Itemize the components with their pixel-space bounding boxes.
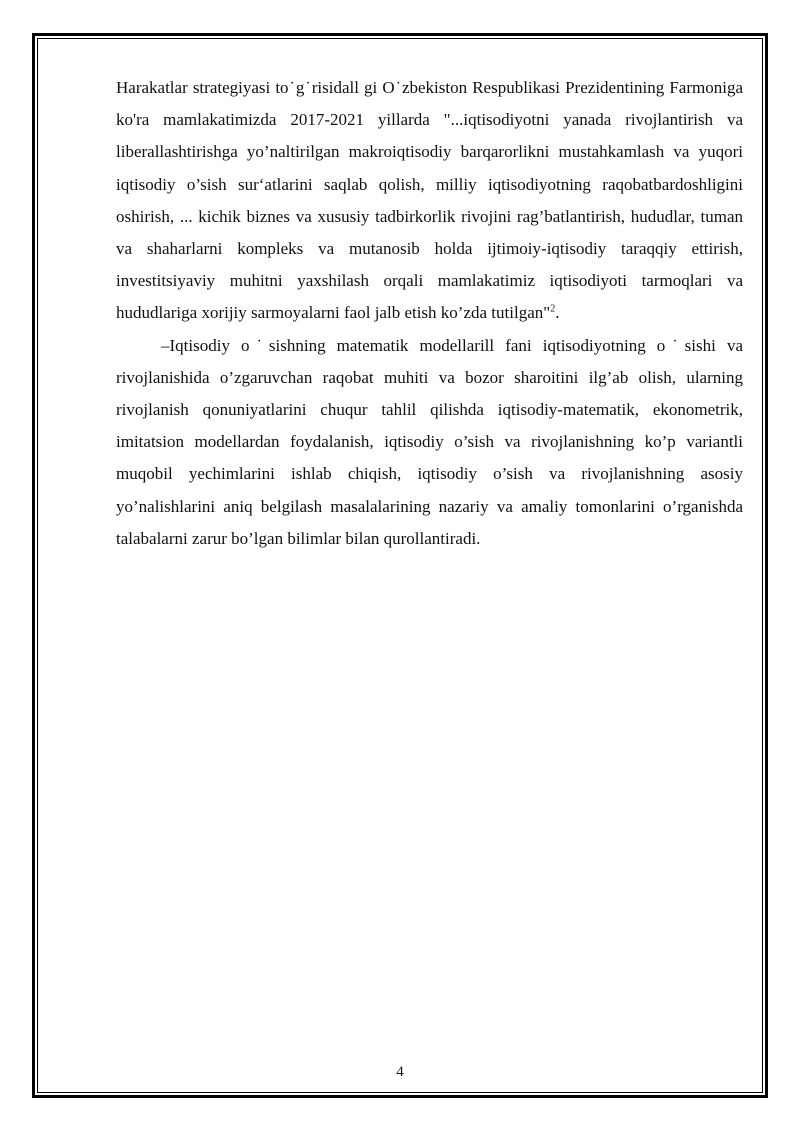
paragraph-strategy-text: Harakatlar strategiyasi to˙g˙risidall gi O˙zbekiston Respublikasi Prezidentining Farmoniga ko'ra mamlakatimizda 2017-2021 yillarda "...iqtisodiyotni yanada rivojlantirish va liberallashtirishga yo’naltirilgan makroiqtisodiy barqarorlikni mustahkamlash va yuqori iqtisodiy o’sish sur‘atlarini saqlab qolish, milliy iqtisodiyotning raqobatbardoshligini oshirish, ... kichik biznes va xususiy tadbirkorlik rivojini rag’batlantirish, hududlar, tuman va shaharlarni kompleks va mutanosib holda ijtimoiy-iqtisodiy taraqqiy ettirish, investitsiyaviy muhitni yaxshilash orqali mamlakatimiz iqtisodiyoti tarmoqlari va hududlariga xorijiy sarmoyalarni faol jalb etish ko’zda tutilgan" [116, 78, 743, 323]
paragraph-strategy-tail: . [555, 303, 560, 323]
body-text [116, 72, 743, 555]
footnote-reference[interactable]: 2 [550, 303, 556, 315]
paragraph-course-description: –Iqtisodiy o˙sishning matematik modellarill fani iqtisodiyotning o˙sishi va rivojlanishida o’zgaruvchan raqobat muhiti va bozor sharoitini ilg’ab olish, ularning rivojlanish qonuniyatlarini chuqur tahlil qilishda iqtisodiy-matematik, ekonometrik, imitatsion modellardan foydalanish, iqtisodiy o’sish va rivojlanishning ko’p variantli muqobil yechimlarini ishlab chiqish, iqtisodiy o’sish va rivojlanishning asosiy yo’nalishlarini aniq belgilash masalalarining nazariy va amaliy tomonlarini o’rganishda talabalarni zarur bo’lgan bilimlar bilan qurollantiradi. [116, 335, 743, 548]
page-number: 4 [396, 1064, 404, 1080]
paragraph-strategy-quote [116, 72, 743, 330]
